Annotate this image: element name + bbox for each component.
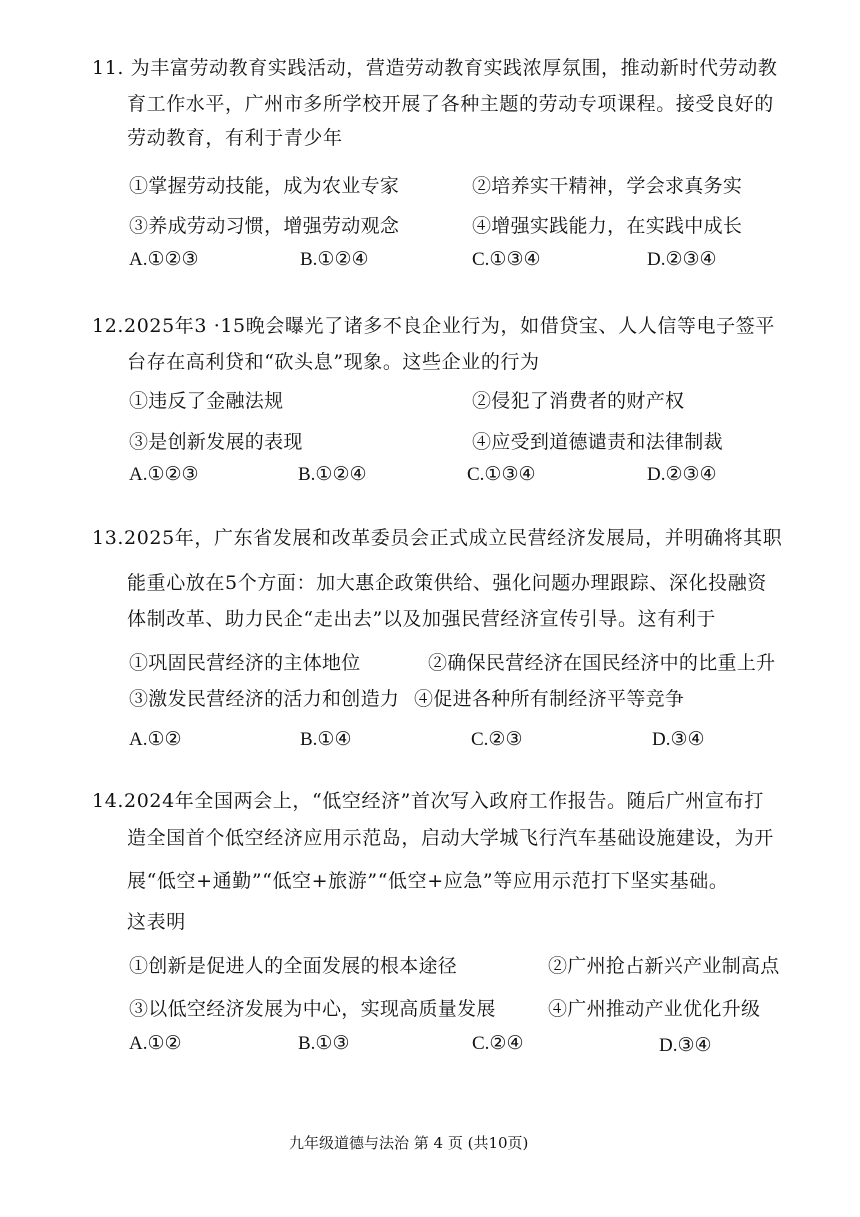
question-text-line: 这表明 xyxy=(127,911,186,933)
question-text-line: 台存在高利贷和“砍头息”现象。这些企业的行为 xyxy=(127,351,540,373)
question-text-line: 育工作水平，广州市多所学校开展了各种主题的劳动专项课程。接受良好的 xyxy=(127,93,774,115)
question-text-line: 造全国首个低空经济应用示范岛，启动大学城飞行汽车基础设施建设，为开 xyxy=(127,827,774,849)
answer-d: D.②③④ xyxy=(647,464,717,485)
answer-c: C.②④ xyxy=(472,1033,524,1054)
question-text-line: 能重心放在5个方面：加大惠企政策供给、强化问题办理跟踪、深化投融资 xyxy=(127,572,767,594)
option-3: ③是创新发展的表现 xyxy=(129,431,303,453)
option-2: ②培养实干精神，学会求真务实 xyxy=(472,175,743,197)
question-text-line: 劳动教育，有利于青少年 xyxy=(127,127,343,149)
option-1: ①创新是促进人的全面发展的根本途径 xyxy=(129,955,458,977)
option-2: ②广州抢占新兴产业制高点 xyxy=(548,955,780,977)
question-text-line: 体制改革、助力民企“走出去”以及加强民营经济宣传引导。这有利于 xyxy=(127,608,717,630)
option-2: ②确保民营经济在国民经济中的比重上升 xyxy=(428,652,776,674)
answer-b: B.①②④ xyxy=(300,249,369,270)
page-footer: 九年级道德与法治 第 4 页 (共10页) xyxy=(289,1134,529,1152)
option-4: ④广州推动产业优化升级 xyxy=(548,998,761,1020)
question-text-line: 11. 为丰富劳动教育实践活动，营造劳动教育实践浓厚氛围，推动新时代劳动教 xyxy=(92,57,778,79)
answer-a: A.①②③ xyxy=(129,464,199,485)
answer-a: A.①② xyxy=(129,729,182,750)
option-3: ③以低空经济发展为中心，实现高质量发展 xyxy=(129,998,496,1020)
answer-b: B.①③ xyxy=(298,1033,350,1054)
answer-d: D.③④ xyxy=(652,729,705,750)
question-text-line: 14.2024年全国两会上，“低空经济”首次写入政府工作报告。随后广州宣布打 xyxy=(92,790,764,812)
answer-d: D.③④ xyxy=(659,1035,712,1056)
option-3: ③养成劳动习惯，增强劳动观念 xyxy=(129,215,400,237)
answer-d: D.②③④ xyxy=(647,249,717,270)
answer-b: B.①②④ xyxy=(298,464,367,485)
option-1: ①违反了金融法规 xyxy=(129,390,284,412)
option-1: ①掌握劳动技能，成为农业专家 xyxy=(129,175,400,197)
answer-a: A.①②③ xyxy=(129,249,199,270)
option-4: ④增强实践能力，在实践中成长 xyxy=(472,215,743,237)
option-1: ①巩固民营经济的主体地位 xyxy=(129,652,361,674)
option-4: ④促进各种所有制经济平等竞争 xyxy=(414,688,685,710)
question-text-line: 12.2025年3 ·15晚会曝光了诸多不良企业行为，如借贷宝、人人信等电子签平 xyxy=(92,315,775,337)
option-3: ③激发民营经济的活力和创造力 xyxy=(129,688,400,710)
question-text-line: 13.2025年，广东省发展和改革委员会正式成立民营经济发展局，并明确将其职 xyxy=(92,527,783,549)
answer-c: C.①③④ xyxy=(467,464,536,485)
question-text-line: 展“低空+通勤”“低空+旅游”“低空+应急”等应用示范打下坚实基础。 xyxy=(127,870,729,892)
option-4: ④应受到道德谴责和法律制裁 xyxy=(472,431,723,453)
answer-b: B.①④ xyxy=(300,729,352,750)
answer-c: C.②③ xyxy=(471,729,523,750)
option-2: ②侵犯了消费者的财产权 xyxy=(472,390,685,412)
answer-a: A.①② xyxy=(129,1033,182,1054)
answer-c: C.①③④ xyxy=(472,249,541,270)
